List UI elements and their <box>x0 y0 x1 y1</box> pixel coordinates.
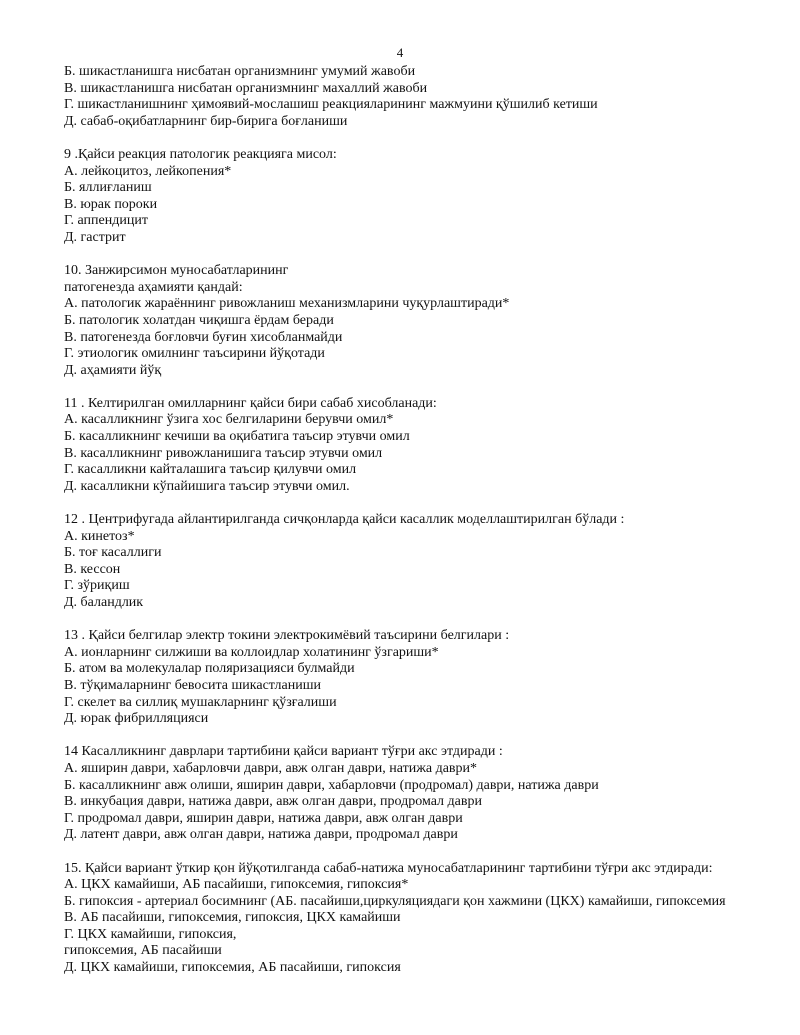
answer-option: Б. касалликнинг кечиши ва оқибатига таъсир этувчи омил <box>64 429 410 445</box>
answer-option: А. кинетоз* <box>64 528 135 544</box>
intro-options <box>64 64 734 130</box>
answer-option: Д. гастрит <box>64 229 126 245</box>
answer-option: Б. яллиғланиш <box>64 180 152 196</box>
question-title: 15. Қайси вариант ўткир қон йўқотилганда сабаб-натижа муносабатларининг тартибини тўғри акс этдиради: <box>64 860 713 876</box>
answer-option: А. патологик жараённинг ривожланиш механизмларини чуқурлаштиради* <box>64 296 510 312</box>
answer-option: В. патогенезда боғловчи буғин хисобланмайди <box>64 329 343 345</box>
question-13 <box>64 628 734 728</box>
answer-option: Д. латент даври, авж олган даври, натижа даври, продромал даври <box>64 827 458 843</box>
answer-option: Г. шикастланишнинг ҳимоявий-мослашиш реакцияларининг мажмуини қўшилиб кетиши <box>64 97 598 113</box>
answer-option: Б. тоғ касаллиги <box>64 545 162 561</box>
answer-option: В. кессон <box>64 561 121 577</box>
answer-option: А. ЦКХ камайиши, АБ пасайиши, гипоксемия, гипоксия* <box>64 877 409 893</box>
answer-option: Г. продромал даври, яширин даври, натижа даври, авж олган даври <box>64 810 463 826</box>
answer-option: Д. юрак фибрилляцияси <box>64 711 209 727</box>
answer-option: А. яширин даври, хабарловчи даври, авж олган даври, натижа даври* <box>64 760 478 776</box>
question-title: 13 . Қайси белгилар электр токини электрокимёвий таъсирини белгилари : <box>64 628 510 644</box>
answer-option: Г. зўриқиш <box>64 578 130 594</box>
answer-option: Д. баландлик <box>64 595 144 610</box>
answer-option: В. шикастланишга нисбатан организмнинг махаллий жавоби <box>64 80 428 96</box>
answer-option: гипоксемия, АБ пасайиши <box>64 943 222 959</box>
answer-option: Б. шикастланишга нисбатан организмнинг умумий жавоби <box>64 64 416 79</box>
answer-option: В. инкубация даври, натижа даври, авж олган даври, продромал даври <box>64 794 482 810</box>
answer-option: Г. скелет ва силлиқ мушакларнинг қўзғалиши <box>64 694 337 710</box>
answer-option: А. ионларнинг силжиши ва коллоидлар холатининг ўзгариши* <box>64 644 439 660</box>
answer-option: В. тўқималарнинг бевосита шикастланиши <box>64 677 322 693</box>
question-title: 10. Занжирсимон муносабатларининг <box>64 263 289 279</box>
answer-option: А. касалликнинг ўзига хос белгиларини берувчи омил* <box>64 412 394 428</box>
answer-option: Б. патологик холатдан чиқишга ёрдам беради <box>64 312 334 328</box>
document-body <box>64 64 734 977</box>
question-11 <box>64 396 734 496</box>
question-title: 9 .Қайси реакция патологик реакцияга мисол: <box>64 146 337 162</box>
question-title: 12 . Центрифугада айлантирилганда сичқонларда қайси касаллик моделлаштирилган бўлади : <box>64 512 625 528</box>
question-title: 11 . Келтирилган омилларнинг қайси бири сабаб хисобланади: <box>64 395 437 411</box>
answer-option: Г. аппендицит <box>64 213 148 229</box>
answer-option: А. лейкоцитоз, лейкопения* <box>64 163 232 179</box>
question-9 <box>64 147 734 247</box>
question-12 <box>64 512 734 612</box>
answer-option: Г. касалликни кайталашига таъсир қилувчи омил <box>64 462 357 478</box>
answer-option: Д. касалликни кўпайишига таъсир этувчи омил. <box>64 478 350 494</box>
answer-option: Б. гипоксия - артериал босимнинг (АБ. пасайиши,циркуляциядаги қон хажмини (ЦКХ) камайиши, гипоксемия <box>64 893 726 909</box>
answer-option: Д. ЦКХ камайиши, гипоксемия, АБ пасайиши, гипоксия <box>64 960 401 976</box>
answer-option: Д. аҳамияти йўқ <box>64 362 162 378</box>
answer-option: Г. этиологик омилнинг таъсирини йўқотади <box>64 346 325 362</box>
answer-option: Г. ЦКХ камайиши, гипоксия, <box>64 926 237 942</box>
question-10 <box>64 263 734 379</box>
question-title: патогенезда аҳамияти қандай: <box>64 279 243 295</box>
answer-option: В. касалликнинг ривожланишига таъсир этувчи омил <box>64 445 383 461</box>
answer-option: Д. сабаб-оқибатларнинг бир-бирига боғланиши <box>64 113 348 129</box>
question-14 <box>64 744 734 844</box>
question-title: 14 Касалликнинг даврлари тартибини қайси вариант тўғри акс этдиради : <box>64 744 503 760</box>
answer-option: Б. атом ва молекулалар поляризацияси булмайди <box>64 661 355 677</box>
question-15 <box>64 861 734 977</box>
answer-option: В. АБ пасайиши, гипоксемия, гипоксия, ЦКХ камайиши <box>64 910 401 926</box>
answer-option: Б. касалликнинг авж олиши, яширин даври, хабарловчи (продромал) даври, натижа даври <box>64 777 599 793</box>
page-number: 4 <box>396 45 404 60</box>
answer-option: В. юрак пороки <box>64 196 158 212</box>
